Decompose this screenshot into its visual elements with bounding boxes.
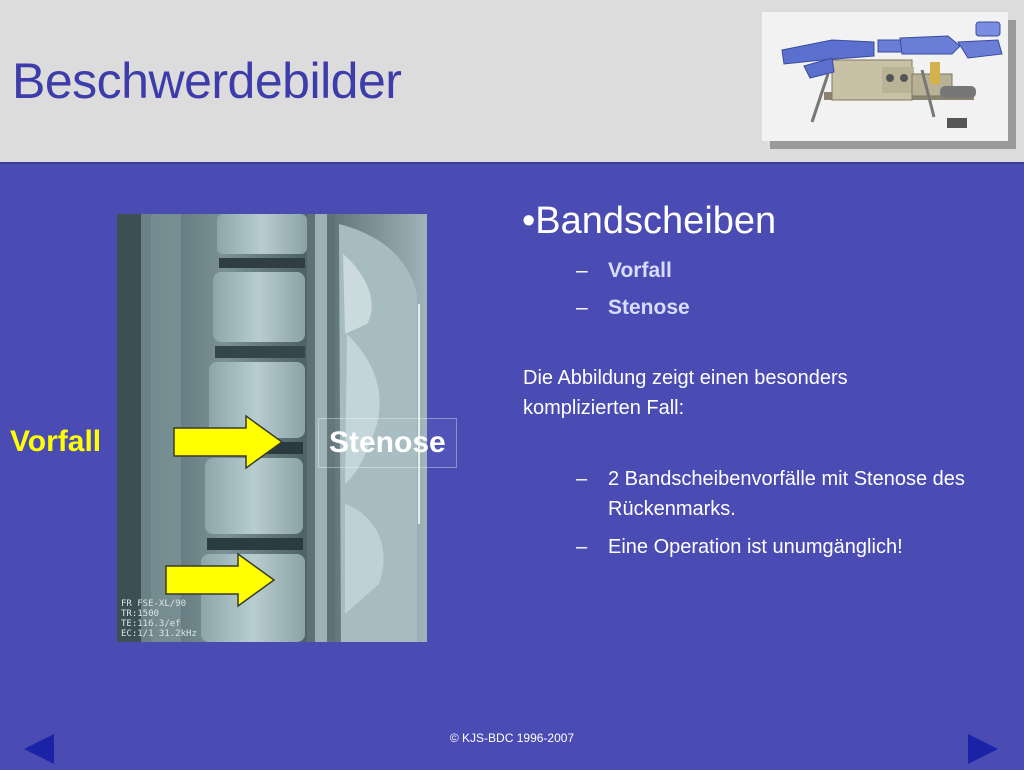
previous-slide-button[interactable]	[22, 733, 56, 765]
dash: –	[576, 468, 588, 490]
detail-item-text: 2 Bandscheibenvorfälle mit Stenose des Rückenmarks.	[608, 468, 965, 520]
yellow-arrow-right-icon	[164, 552, 276, 608]
copyright-footer: © KJS-BDC 1996-2007	[449, 731, 575, 745]
svg-text:TE:116.3/ef: TE:116.3/ef	[121, 619, 181, 629]
svg-text:EC:1/1 31.2kHz: EC:1/1 31.2kHz	[121, 629, 197, 639]
sub-item-text: Stenose	[608, 296, 690, 319]
bullet-heading: •Bandscheiben	[522, 200, 777, 242]
svg-text:FR FSE-XL/90: FR FSE-XL/90	[121, 599, 187, 609]
header-divider	[0, 162, 1024, 164]
dash: –	[576, 259, 588, 282]
detail-item-text: Eine Operation ist unumgänglich!	[608, 536, 903, 558]
label-stenose: Stenose	[318, 418, 457, 468]
triangle-right-icon	[966, 733, 1000, 765]
slide-title: Beschwerdebilder	[12, 53, 402, 109]
triangle-left-icon	[22, 733, 56, 765]
dash: –	[576, 296, 588, 319]
dash: –	[576, 536, 588, 558]
sub-item-text: Vorfall	[608, 259, 672, 282]
treatment-table-photo	[762, 12, 1008, 141]
yellow-arrow-right-icon	[172, 414, 284, 470]
svg-text:TR:1500: TR:1500	[121, 609, 159, 619]
description-paragraph: Die Abbildung zeigt einen besonders komplizierten Fall:	[523, 367, 848, 419]
next-slide-button[interactable]	[966, 733, 1000, 765]
label-vorfall: Vorfall	[10, 425, 102, 458]
